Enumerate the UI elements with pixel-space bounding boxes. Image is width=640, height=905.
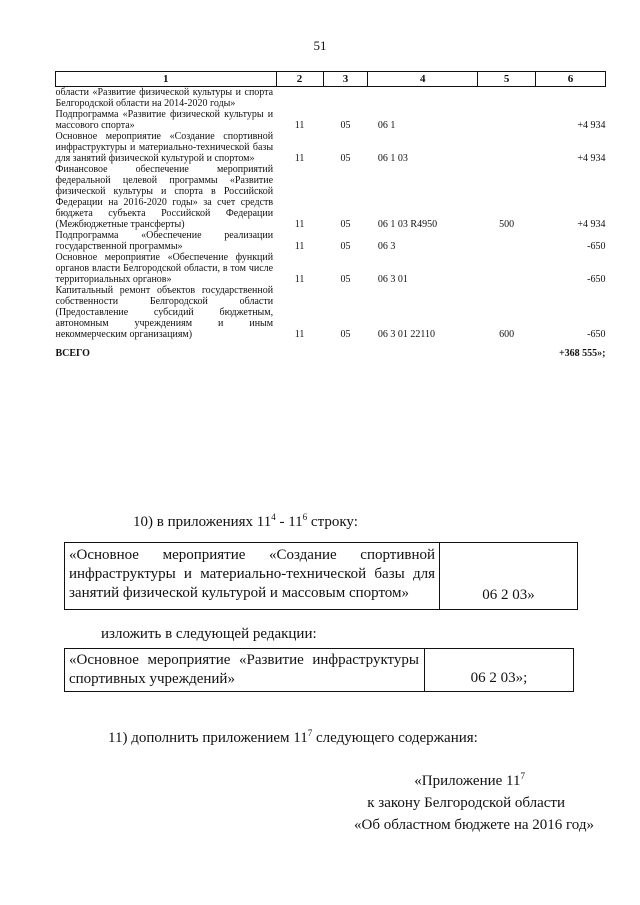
row-amount: +4 934 [577,219,606,230]
row-target-code: 06 1 03 R4950 [377,219,438,230]
total-label: ВСЕГО [55,348,90,359]
item-11-text: 11) дополнить приложением 11 [108,730,308,746]
row-target-code [368,87,478,110]
row-amount: -650 [587,241,606,252]
row-name: Финансовое обеспечение мероприятий федеральной целевой программы «Развитие физической культуры и спорта в Российской Федерации на 2016-2020 годы» за счет средств бюджета субъекта Российской Федерации (Межбюджетные трансферты) [55,164,274,230]
column-header: 3 [323,72,368,87]
replace-instruction: изложить в следующей редакции: [101,626,317,642]
row-target-code: 06 1 03 [377,153,408,164]
item-11-text-end: следующего содержания: [312,730,478,746]
item-10-text-end: строку: [307,514,358,530]
row-target-code: 06 3 [377,241,396,252]
total-row [56,340,606,359]
row-section: 11 [294,241,305,252]
column-header: 6 [536,72,606,87]
item-11-superscript: 7 [307,728,313,738]
column-header: 2 [276,72,323,87]
row-amount: -650 [587,274,606,285]
appendix-law-line: к закону Белгородской области [367,795,565,811]
row-subsection: 05 [340,274,351,285]
row-subsection: 05 [340,329,351,340]
item-10-paragraph [133,512,358,531]
column-header: 5 [478,72,536,87]
appendix-title [380,771,525,790]
table-header-row [56,72,606,87]
row-target-code: 06 3 01 22110 [377,329,436,340]
item-10-text-mid: - 11 [275,514,303,530]
new-line-box [64,648,574,692]
old-line-text [69,546,435,603]
item-11-paragraph [108,728,478,747]
item-10-superscript-start: 4 [271,512,276,522]
row-expense-type: 500 [499,219,515,230]
row-target-code: 06 1 [377,120,396,131]
row-amount: -650 [587,329,606,340]
row-name: Подпрограмма «Обеспечение реализации государственной программы» [55,230,274,252]
table-row [56,109,606,131]
row-subsection: 05 [340,153,351,164]
item-10-text: 10) в приложениях 11 [133,514,272,530]
appendix-superscript: 7 [520,771,525,781]
row-subsection: 05 [340,120,351,131]
item-10-superscript-end: 6 [302,512,308,522]
row-expense-type: 600 [499,329,515,340]
table-row [56,131,606,164]
new-line-text: «Основное мероприятие «Развитие инфраструктуры спортивных учреждений» [69,652,419,687]
row-amount: +4 934 [577,120,606,131]
row-amount [536,87,606,110]
old-line-box [64,542,578,610]
appendix-budget-line: «Об областном бюджете на 2016 год» [354,817,594,833]
budget-table [55,71,606,359]
table-row [56,87,606,110]
page-number: 51 [313,38,327,53]
old-line-code: 06 2 03» [482,587,535,603]
old-line-text-part-2: занятий физической культурой и массовым спортом» [69,585,410,601]
row-name: Основное мероприятие «Обеспечение функций органов власти Белгородской области, в том числе территориальных органов» [55,252,274,285]
row-section: 11 [294,329,305,340]
row-name: Подпрограмма «Развитие физической культуры и массового спорта» [55,109,274,131]
row-section: 11 [294,153,305,164]
row-expense-type [478,252,536,285]
table-row [56,164,606,230]
row-section: 11 [294,219,305,230]
total-value: +368 555»; [558,348,606,359]
table-row [56,285,606,340]
table-row [56,230,606,252]
new-line-code: 06 2 03»; [470,670,528,686]
row-name: Основное мероприятие «Создание спортивной инфраструктуры и материально-технической базы для занятий физической культурой и спортом» [55,131,274,164]
table-row [56,252,606,285]
old-line-text-part-1: «Основное мероприятие «Создание спортивной инфраструктуры и материально-технической базы для [69,547,435,582]
row-expense-type [478,87,536,110]
row-expense-type [478,109,536,131]
row-name: области «Развитие физической культуры и спорта Белгородской области на 2014-2020 годы» [55,87,274,109]
row-expense-type [478,131,536,164]
row-name: Капитальный ремонт объектов государственной собственности Белгородской области (Предоставление субсидий бюджетным, автономным учреждениям и иным некоммерческим организациям) [55,285,274,340]
row-section [276,87,323,110]
row-subsection: 05 [340,219,351,230]
row-target-code: 06 3 01 [377,274,408,285]
row-expense-type [478,230,536,252]
column-header: 4 [368,72,478,87]
row-section: 11 [294,120,305,131]
row-subsection: 05 [340,241,351,252]
row-section: 11 [294,274,305,285]
row-amount: +4 934 [577,153,606,164]
appendix-title-text: «Приложение 11 [414,773,521,789]
row-subsection [323,87,368,110]
column-header: 1 [56,72,277,87]
